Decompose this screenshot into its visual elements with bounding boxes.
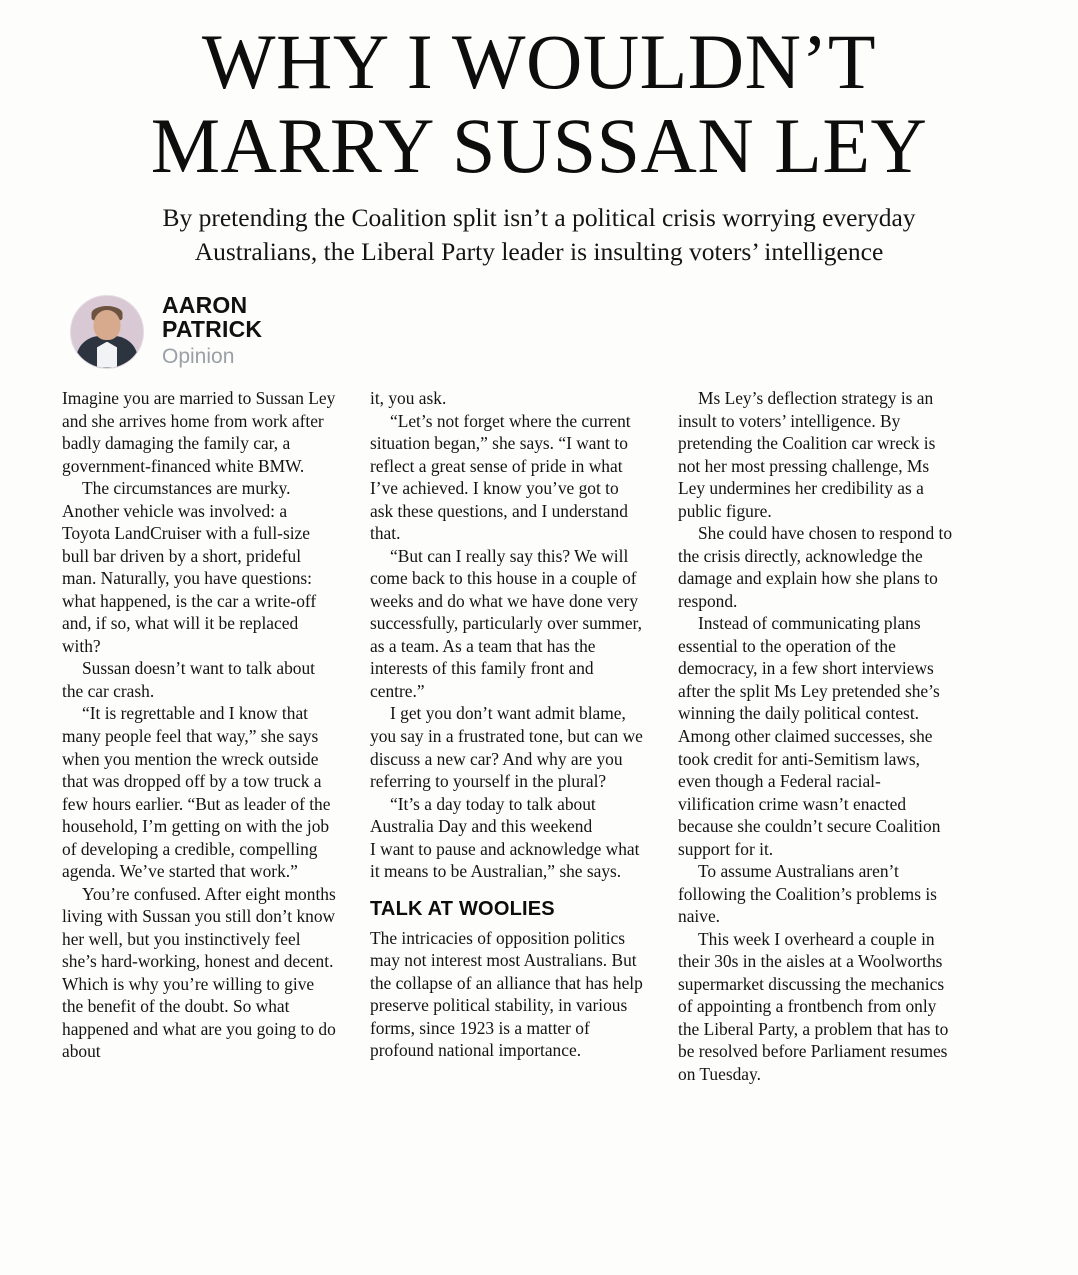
article-column-2 xyxy=(370,387,646,1085)
paragraph: The circumstances are murky. Another vehicle was involved: a Toyota LandCruiser with a full-size bull bar driven by a short, prideful man. Naturally, you have questions: what happened, is the car a write-off and, if so, what will it be replaced with? xyxy=(62,478,317,656)
byline-section-label: Opinion xyxy=(162,345,235,368)
headline-line-1: WHY I WOULDN’T xyxy=(201,18,877,105)
page-title xyxy=(48,18,1030,190)
section-subhead: TALK AT WOOLIES xyxy=(370,897,555,920)
paragraph: She could have chosen to respond to the crisis directly, acknowledge the damage and explain how she plans to respond. xyxy=(678,523,953,611)
headline-line-2: MARRY SUSSAN LEY xyxy=(150,102,928,190)
article-body xyxy=(48,387,1030,1085)
paragraph: To assume Australians aren’t following the Coalition’s problems is naive. xyxy=(678,861,937,927)
paragraph: “But can I really say this? We will come back to this house in a couple of weeks and do what we have done very successfully, particularly over summer, as a team. As a team that has the interests of this family front and centre.” xyxy=(370,545,642,701)
paragraph: Instead of communicating plans essential to the operation of the democracy, in a few short interviews after the split Ms Ley pretended she’s winning the daily political contest. Among other claimed successes, she xyxy=(678,613,940,746)
paragraph: Sussan doesn’t want to talk about the car crash. xyxy=(62,658,315,701)
paragraph: The intricacies of opposition politics may not interest most Australians. But the collapse of an alliance that has help preserve political stability, in various forms, since 1923 is a matter of profound national importance. xyxy=(370,927,643,1061)
paragraph: “It is regrettable and I know that many people feel that way,” she says when you mention the wreck outside that was dropped off by a tow truck a few hours earlier. “But as leader of the household, I’m getting on with the job of developing a credible, compelling agenda. We’ve started that work.” xyxy=(62,703,331,882)
paragraph: I get you don’t want admit blame, you say in a frustrated tone, but can we discuss a new car? And why are you referring to yourself in the plural? xyxy=(370,703,643,792)
paragraph: “Let’s not forget where the current situation began,” she says. “I want to reflect a great sense of pride in what I’ve achieved. I know you’ve got to ask these questions, and I understand that. xyxy=(370,410,631,544)
avatar xyxy=(70,295,144,369)
byline-text xyxy=(162,294,262,369)
paragraph: took credit for anti-Semitism laws, even though a Federal racial-vilification crime wasn’t enacted because she couldn’t secure Coalition support for it. xyxy=(678,748,941,859)
standfirst-line-2: Australians, the Liberal Party leader is insulting voters’ intelligence xyxy=(194,236,884,266)
paragraph: it, you ask. xyxy=(370,388,447,408)
standfirst xyxy=(78,201,1000,268)
standfirst-line-1: By pretending the Coalition split isn’t a political crisis worrying everyday xyxy=(162,202,916,232)
paragraph: Ms Ley’s deflection strategy is an insult to voters’ intelligence. By pretending the Coalition car wreck is not her most pressing challenge, Ms Ley undermines her credibility as a public figure. xyxy=(678,388,936,521)
paragraph: This week I overheard a couple in their 30s in the aisles at a Woolworths supermarket discussing the mechanics of appointing a frontbench from only the Liberal Party, a problem that has to be resolved before Parliament resumes on Tuesday. xyxy=(678,928,949,1084)
paragraph: “It’s a day today to talk about Australia Day and this weekend xyxy=(370,793,596,837)
byline-author-first: AARON xyxy=(162,292,248,319)
byline-author-last: PATRICK xyxy=(162,316,263,343)
article-column-3 xyxy=(678,387,954,1085)
article-column-1 xyxy=(62,387,338,1085)
avatar-face xyxy=(94,310,121,340)
byline xyxy=(70,294,1030,369)
paragraph: You’re confused. After eight months living with Sussan you still don’t know her well, but you instinctively feel she’s hard-working, honest and decent. Which is why you’re willing to give the benefit of the doubt. So what happened and what are you going to do about xyxy=(62,883,336,1062)
paragraph: Imagine you are married to Sussan Ley and she arrives home from work after badly damaging the family car, a government-financed white BMW. xyxy=(62,388,336,476)
paragraph: I want to pause and acknowledge what it means to be Australian,” she says. xyxy=(370,838,640,882)
